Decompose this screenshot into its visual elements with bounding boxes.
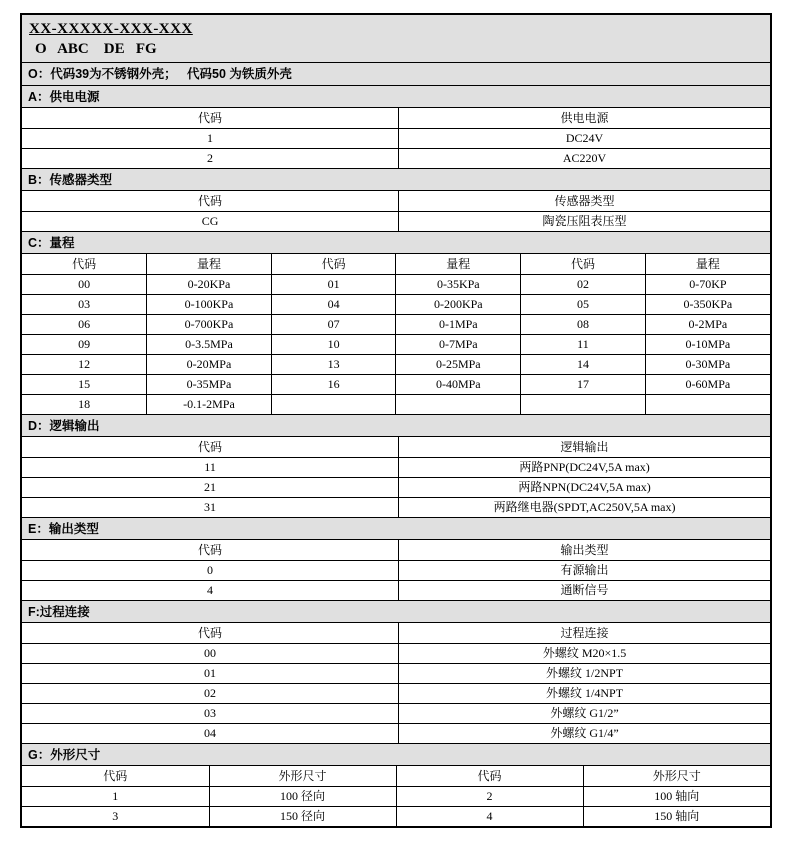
table-cell: 16 — [271, 374, 396, 394]
model-code-format: XX-XXXXX-XXX-XXX — [29, 21, 193, 37]
table-cell: 10 — [271, 334, 396, 354]
table-cell: 05 — [521, 294, 646, 314]
table-cell: 0-1MPa — [396, 314, 521, 334]
model-code-letters: O ABC DE FG — [35, 41, 157, 57]
section-a-table — [22, 108, 770, 169]
table-cell: 0-40MPa — [396, 374, 521, 394]
table-cell: 150 轴向 — [583, 806, 770, 826]
table-cell: 0-30MPa — [645, 354, 770, 374]
table-cell: 两路继电器(SPDT,AC250V,5A max) — [399, 497, 770, 517]
table-cell: 12 — [22, 354, 147, 374]
ordering-code-table — [20, 13, 772, 828]
table-cell: AC220V — [399, 148, 770, 168]
table-cell: 0-100KPa — [147, 294, 272, 314]
table-cell: 外螺纹 G1/2” — [399, 703, 770, 723]
table-row — [22, 663, 770, 683]
section-d-table — [22, 437, 770, 518]
table-cell: 03 — [22, 294, 147, 314]
table-row — [22, 786, 770, 806]
table-cell: 0-700KPa — [147, 314, 272, 334]
table-cell: 0-20MPa — [147, 354, 272, 374]
table-cell: 04 — [22, 723, 399, 743]
table-row — [22, 334, 770, 354]
column-header-cell: 传感器类型 — [399, 191, 770, 211]
table-row — [22, 806, 770, 826]
table-cell: 100 轴向 — [583, 786, 770, 806]
table-row — [22, 374, 770, 394]
table-row — [22, 128, 770, 148]
table-row — [22, 394, 770, 414]
column-header-cell: 代码 — [521, 254, 646, 274]
column-header-cell: 代码 — [22, 191, 399, 211]
table-cell: 15 — [22, 374, 147, 394]
table-cell: DC24V — [399, 128, 770, 148]
table-cell: 150 径向 — [209, 806, 396, 826]
table-cell: 00 — [22, 643, 399, 663]
table-cell: 4 — [22, 580, 399, 600]
table-cell: 两路NPN(DC24V,5A max) — [399, 477, 770, 497]
column-header-row — [22, 437, 770, 457]
column-header-cell: 代码 — [22, 766, 209, 786]
section-a-header: A：供电电源 — [22, 86, 770, 109]
table-cell: 07 — [271, 314, 396, 334]
table-cell: 外螺纹 G1/4” — [399, 723, 770, 743]
column-header-cell: 代码 — [396, 766, 583, 786]
table-cell — [521, 394, 646, 414]
table-cell: 01 — [271, 274, 396, 294]
table-row — [22, 457, 770, 477]
table-cell: 0-2MPa — [645, 314, 770, 334]
table-cell: 2 — [396, 786, 583, 806]
table-row — [22, 294, 770, 314]
table-cell: 01 — [22, 663, 399, 683]
section-d-header: D：逻辑输出 — [22, 415, 770, 438]
table-cell: 1 — [22, 128, 399, 148]
table-cell: 2 — [22, 148, 399, 168]
table-cell — [645, 394, 770, 414]
table-cell — [396, 394, 521, 414]
table-cell: 0-20KPa — [147, 274, 272, 294]
table-cell: 陶瓷压阻表压型 — [399, 211, 770, 231]
column-header-cell: 代码 — [22, 623, 399, 643]
column-header-cell: 代码 — [22, 437, 399, 457]
table-cell: 0-7MPa — [396, 334, 521, 354]
table-cell: 100 径向 — [209, 786, 396, 806]
table-cell: 13 — [271, 354, 396, 374]
table-cell: -0.1-2MPa — [147, 394, 272, 414]
column-header-cell: 代码 — [22, 108, 399, 128]
column-header-row — [22, 766, 770, 786]
section-f-header: F:过程连接 — [22, 601, 770, 624]
table-cell: 两路PNP(DC24V,5A max) — [399, 457, 770, 477]
table-cell — [271, 394, 396, 414]
table-cell: 0-60MPa — [645, 374, 770, 394]
table-cell: 04 — [271, 294, 396, 314]
table-cell: 4 — [396, 806, 583, 826]
column-header-cell: 供电电源 — [399, 108, 770, 128]
section-b-header: B：传感器类型 — [22, 169, 770, 192]
table-cell: 外螺纹 1/4NPT — [399, 683, 770, 703]
section-g-table — [22, 766, 770, 826]
table-row — [22, 560, 770, 580]
table-cell: 21 — [22, 477, 399, 497]
table-cell: 0-350KPa — [645, 294, 770, 314]
table-cell: 18 — [22, 394, 147, 414]
column-header-cell: 量程 — [645, 254, 770, 274]
table-cell: 0-25MPa — [396, 354, 521, 374]
column-header-cell: 外形尺寸 — [209, 766, 396, 786]
table-cell: 有源输出 — [399, 560, 770, 580]
section-c-header: C：量程 — [22, 232, 770, 255]
table-cell: CG — [22, 211, 399, 231]
section-c-table — [22, 254, 770, 415]
table-cell: 通断信号 — [399, 580, 770, 600]
table-row — [22, 477, 770, 497]
section-g-header: G：外形尺寸 — [22, 744, 770, 767]
table-cell: 11 — [22, 457, 399, 477]
section-e-header: E：输出类型 — [22, 518, 770, 541]
column-header-row — [22, 108, 770, 128]
table-cell: 06 — [22, 314, 147, 334]
column-header-cell: 逻辑输出 — [399, 437, 770, 457]
table-cell: 0-10MPa — [645, 334, 770, 354]
table-cell: 08 — [521, 314, 646, 334]
model-code-title-block — [22, 15, 770, 63]
column-header-cell: 量程 — [396, 254, 521, 274]
table-cell: 1 — [22, 786, 209, 806]
table-cell: 0-35MPa — [147, 374, 272, 394]
section-b-table — [22, 191, 770, 232]
table-row — [22, 148, 770, 168]
table-cell: 外螺纹 1/2NPT — [399, 663, 770, 683]
table-row — [22, 683, 770, 703]
table-row — [22, 703, 770, 723]
table-row — [22, 497, 770, 517]
table-row — [22, 723, 770, 743]
column-header-row — [22, 623, 770, 643]
column-header-cell: 输出类型 — [399, 540, 770, 560]
table-cell: 0-70KP — [645, 274, 770, 294]
table-row — [22, 354, 770, 374]
table-row — [22, 580, 770, 600]
table-row — [22, 274, 770, 294]
table-cell: 11 — [521, 334, 646, 354]
table-cell: 31 — [22, 497, 399, 517]
table-cell: 0-35KPa — [396, 274, 521, 294]
table-cell: 0 — [22, 560, 399, 580]
section-e-table — [22, 540, 770, 601]
section-f-table — [22, 623, 770, 744]
note-row-o: O：代码39为不锈钢外壳； 代码50 为铁质外壳 — [22, 63, 770, 86]
table-cell: 00 — [22, 274, 147, 294]
table-cell: 09 — [22, 334, 147, 354]
table-cell: 03 — [22, 703, 399, 723]
column-header-cell: 量程 — [147, 254, 272, 274]
table-cell: 0-200KPa — [396, 294, 521, 314]
column-header-cell: 外形尺寸 — [583, 766, 770, 786]
table-cell: 0-3.5MPa — [147, 334, 272, 354]
column-header-cell: 代码 — [271, 254, 396, 274]
column-header-row — [22, 254, 770, 274]
column-header-row — [22, 191, 770, 211]
table-cell: 17 — [521, 374, 646, 394]
table-row — [22, 643, 770, 663]
table-cell: 外螺纹 M20×1.5 — [399, 643, 770, 663]
table-row — [22, 314, 770, 334]
column-header-cell: 过程连接 — [399, 623, 770, 643]
column-header-cell: 代码 — [22, 540, 399, 560]
column-header-cell: 代码 — [22, 254, 147, 274]
table-cell: 02 — [22, 683, 399, 703]
table-cell: 02 — [521, 274, 646, 294]
column-header-row — [22, 540, 770, 560]
table-cell: 3 — [22, 806, 209, 826]
table-cell: 14 — [521, 354, 646, 374]
table-row — [22, 211, 770, 231]
